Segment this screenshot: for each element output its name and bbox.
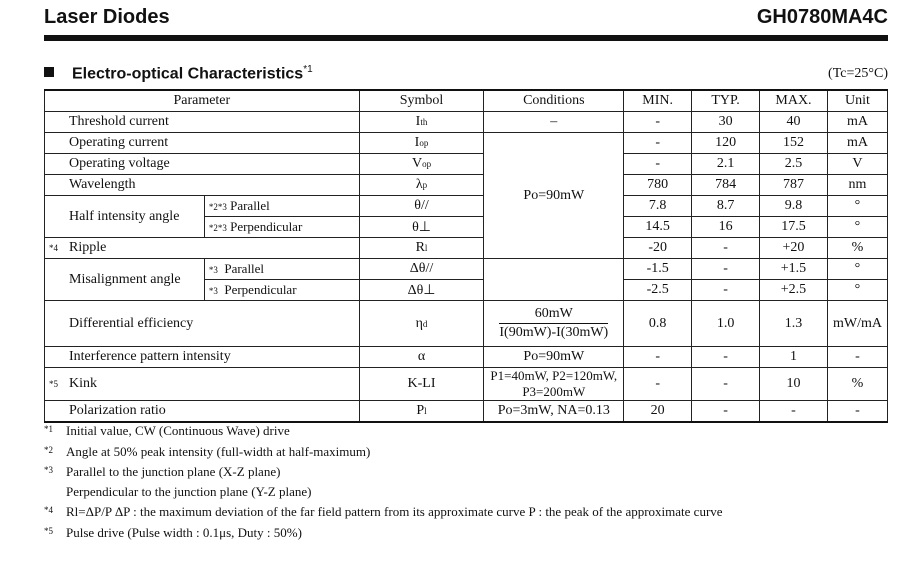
symbol-cell: [359, 401, 484, 423]
symbol-sub: op: [419, 138, 429, 148]
symbol-cell: [359, 133, 484, 154]
parameter-label: Ripple: [69, 240, 107, 255]
typ-cell: 8.7: [692, 196, 760, 217]
typ-cell: -: [692, 280, 760, 301]
conditions-cell: –: [484, 112, 624, 133]
table-header-row: [45, 90, 888, 112]
header-rule: [44, 35, 888, 41]
sub-parameter-cell: [204, 259, 359, 280]
typ-cell: 16: [692, 217, 760, 238]
table-row: [45, 301, 888, 347]
square-bullet-icon: [44, 67, 54, 77]
category-title: Laser Diodes: [44, 6, 170, 28]
header-parameter: Parameter: [45, 90, 360, 112]
footnote-mark: *5: [49, 379, 58, 389]
symbol-main: I: [415, 114, 421, 129]
footnote-text: Perpendicular to the junction plane (Y-Z plane): [66, 483, 312, 499]
symbol-cell: [359, 175, 484, 196]
table-row: [45, 401, 888, 423]
param-differential-efficiency: Differential efficiency: [45, 301, 360, 347]
section-heading: [44, 64, 313, 83]
unit-cell: %: [827, 368, 887, 401]
sub-parameter-cell: [204, 196, 359, 217]
conditions-cell: [484, 259, 624, 301]
param-wavelength: Wavelength: [45, 175, 360, 196]
min-cell: 780: [624, 175, 692, 196]
min-cell: 14.5: [624, 217, 692, 238]
unit-cell: mA: [827, 133, 887, 154]
param-kink: [45, 368, 360, 401]
max-cell: +2.5: [760, 280, 828, 301]
table-row: [45, 112, 888, 133]
unit-cell: °: [827, 259, 887, 280]
symbol-sub: op: [422, 159, 432, 169]
max-cell: 17.5: [760, 217, 828, 238]
fraction-numerator: 60mW: [499, 305, 608, 324]
symbol-cell: [359, 112, 484, 133]
param-operating-voltage: Operating voltage: [45, 154, 360, 175]
min-cell: 20: [624, 401, 692, 423]
typ-cell: 2.1: [692, 154, 760, 175]
table-row: [45, 238, 888, 259]
typ-cell: -: [692, 401, 760, 423]
param-operating-current: Operating current: [45, 133, 360, 154]
sub-parameter-label: Perpendicular: [224, 282, 297, 297]
symbol-sub: l: [424, 406, 427, 416]
conditions-cell: [484, 301, 624, 347]
typ-cell: -: [692, 347, 760, 368]
min-cell: -: [624, 133, 692, 154]
max-cell: 10: [760, 368, 828, 401]
characteristics-table: [44, 89, 888, 423]
section-title-mark: *1: [303, 64, 313, 75]
table-row: [45, 368, 888, 401]
max-cell: 2.5: [760, 154, 828, 175]
max-cell: -: [760, 401, 828, 423]
unit-cell: %: [827, 238, 887, 259]
min-cell: -20: [624, 238, 692, 259]
footnote-mark: *3: [208, 286, 218, 296]
min-cell: -: [624, 154, 692, 175]
min-cell: -: [624, 112, 692, 133]
typ-cell: -: [692, 238, 760, 259]
shared-conditions-cell: Po=90mW: [484, 133, 624, 259]
footnote-mark: *3: [44, 465, 53, 475]
typ-cell: 120: [692, 133, 760, 154]
header-conditions: Conditions: [484, 90, 624, 112]
symbol-cell: θ⊥: [359, 217, 484, 238]
fraction: [499, 305, 608, 342]
symbol-cell: Δθ⊥: [359, 280, 484, 301]
temperature-condition: (Tc=25°C): [828, 66, 888, 81]
footnotes: [44, 420, 723, 542]
symbol-cell: Δθ//: [359, 259, 484, 280]
symbol-main: V: [411, 156, 423, 171]
table-row: [45, 259, 888, 280]
symbol-main: I: [414, 135, 420, 150]
typ-cell: -: [692, 368, 760, 401]
page-header: [44, 6, 888, 36]
min-cell: 7.8: [624, 196, 692, 217]
unit-cell: nm: [827, 175, 887, 196]
symbol-cell: [359, 301, 484, 347]
param-misalignment-angle: Misalignment angle: [45, 259, 205, 301]
footnote-text: Angle at 50% peak intensity (full-width at half-maximum): [66, 443, 371, 459]
symbol-sub: th: [420, 117, 428, 127]
footnote-mark: *2: [44, 444, 53, 455]
footnote-text: Initial value, CW (Continuous Wave) drive: [66, 423, 290, 438]
param-polarization-ratio: Polarization ratio: [45, 401, 360, 423]
header-unit: Unit: [827, 90, 887, 112]
symbol-cell: [359, 154, 484, 175]
header-symbol: Symbol: [359, 90, 484, 112]
header-typ: TYP.: [692, 90, 760, 112]
footnote: [44, 482, 723, 502]
footnote-mark: *4: [44, 505, 53, 515]
min-cell: -: [624, 368, 692, 401]
table-row: [45, 133, 888, 154]
max-cell: +1.5: [760, 259, 828, 280]
min-cell: -2.5: [624, 280, 692, 301]
min-cell: -1.5: [624, 259, 692, 280]
footnote-mark: *1: [44, 424, 53, 434]
table-row: [45, 347, 888, 368]
sub-parameter-label: Perpendicular: [230, 219, 303, 234]
unit-cell: mW/mA: [827, 301, 887, 347]
unit-cell: °: [827, 217, 887, 238]
footnote: [44, 420, 723, 441]
sub-parameter-cell: [204, 217, 359, 238]
unit-cell: °: [827, 280, 887, 301]
param-threshold-current: Threshold current: [45, 112, 360, 133]
fraction-denominator: I(90mW)-I(30mW): [499, 325, 609, 340]
table-row: [45, 196, 888, 217]
unit-cell: -: [827, 347, 887, 368]
footnote-mark: *4: [49, 243, 58, 253]
min-cell: -: [624, 347, 692, 368]
footnote-mark: *2*3: [208, 202, 227, 212]
conditions-cell: Po=90mW: [484, 347, 624, 368]
conditions-cell: P1=40mW, P2=120mW, P3=200mW: [484, 368, 624, 401]
sub-parameter-label: Parallel: [230, 198, 270, 213]
typ-cell: 784: [692, 175, 760, 196]
max-cell: 1.3: [760, 301, 828, 347]
typ-cell: 30: [692, 112, 760, 133]
footnote: [44, 461, 723, 482]
symbol-sub: l: [424, 243, 428, 253]
symbol-cell: α: [359, 347, 484, 368]
unit-cell: -: [827, 401, 887, 423]
symbol-main: η: [415, 315, 423, 331]
footnote-text: Rl=ΔP/P ΔP : the maximum deviation of the far field pattern from its approximate curve P : the peak of the approximate curve: [66, 504, 723, 519]
symbol-sub: p: [422, 180, 428, 190]
parameter-label: Kink: [69, 376, 97, 391]
symbol-main: λ: [415, 177, 423, 192]
max-cell: 40: [760, 112, 828, 133]
unit-cell: °: [827, 196, 887, 217]
table-row: [45, 154, 888, 175]
param-ripple: [45, 238, 360, 259]
part-number: GH0780MA4C: [756, 6, 888, 28]
symbol-main: P: [416, 403, 425, 418]
unit-cell: mA: [827, 112, 887, 133]
max-cell: +20: [760, 238, 828, 259]
footnote: [44, 501, 723, 522]
header-max: MAX.: [760, 90, 828, 112]
max-cell: 9.8: [760, 196, 828, 217]
footnote: [44, 441, 723, 462]
sub-parameter-cell: [204, 280, 359, 301]
symbol-sub: d: [422, 318, 428, 329]
section-title: Electro-optical Characteristics: [72, 65, 304, 83]
max-cell: 152: [760, 133, 828, 154]
conditions-cell: Po=3mW, NA=0.13: [484, 401, 624, 423]
symbol-cell: K-LI: [359, 368, 484, 401]
param-half-intensity-angle: Half intensity angle: [45, 196, 205, 238]
footnote-mark: *3: [208, 265, 218, 275]
unit-cell: V: [827, 154, 887, 175]
param-interference-pattern: Interference pattern intensity: [45, 347, 360, 368]
footnote-text: Pulse drive (Pulse width : 0.1μs, Duty : 50%): [66, 524, 302, 540]
footnote-mark: *2*3: [208, 223, 227, 233]
footnote: [44, 522, 723, 543]
typ-cell: -: [692, 259, 760, 280]
symbol-cell: θ//: [359, 196, 484, 217]
max-cell: 787: [760, 175, 828, 196]
min-cell: 0.8: [624, 301, 692, 347]
footnote-mark: *5: [44, 525, 53, 536]
footnote-text: Parallel to the junction plane (X-Z plane): [66, 464, 281, 479]
header-min: MIN.: [624, 90, 692, 112]
table-row: [45, 175, 888, 196]
sub-parameter-label: Parallel: [224, 261, 265, 276]
max-cell: 1: [760, 347, 828, 368]
typ-cell: 1.0: [692, 301, 760, 347]
symbol-main: R: [415, 240, 425, 255]
symbol-cell: [359, 238, 484, 259]
